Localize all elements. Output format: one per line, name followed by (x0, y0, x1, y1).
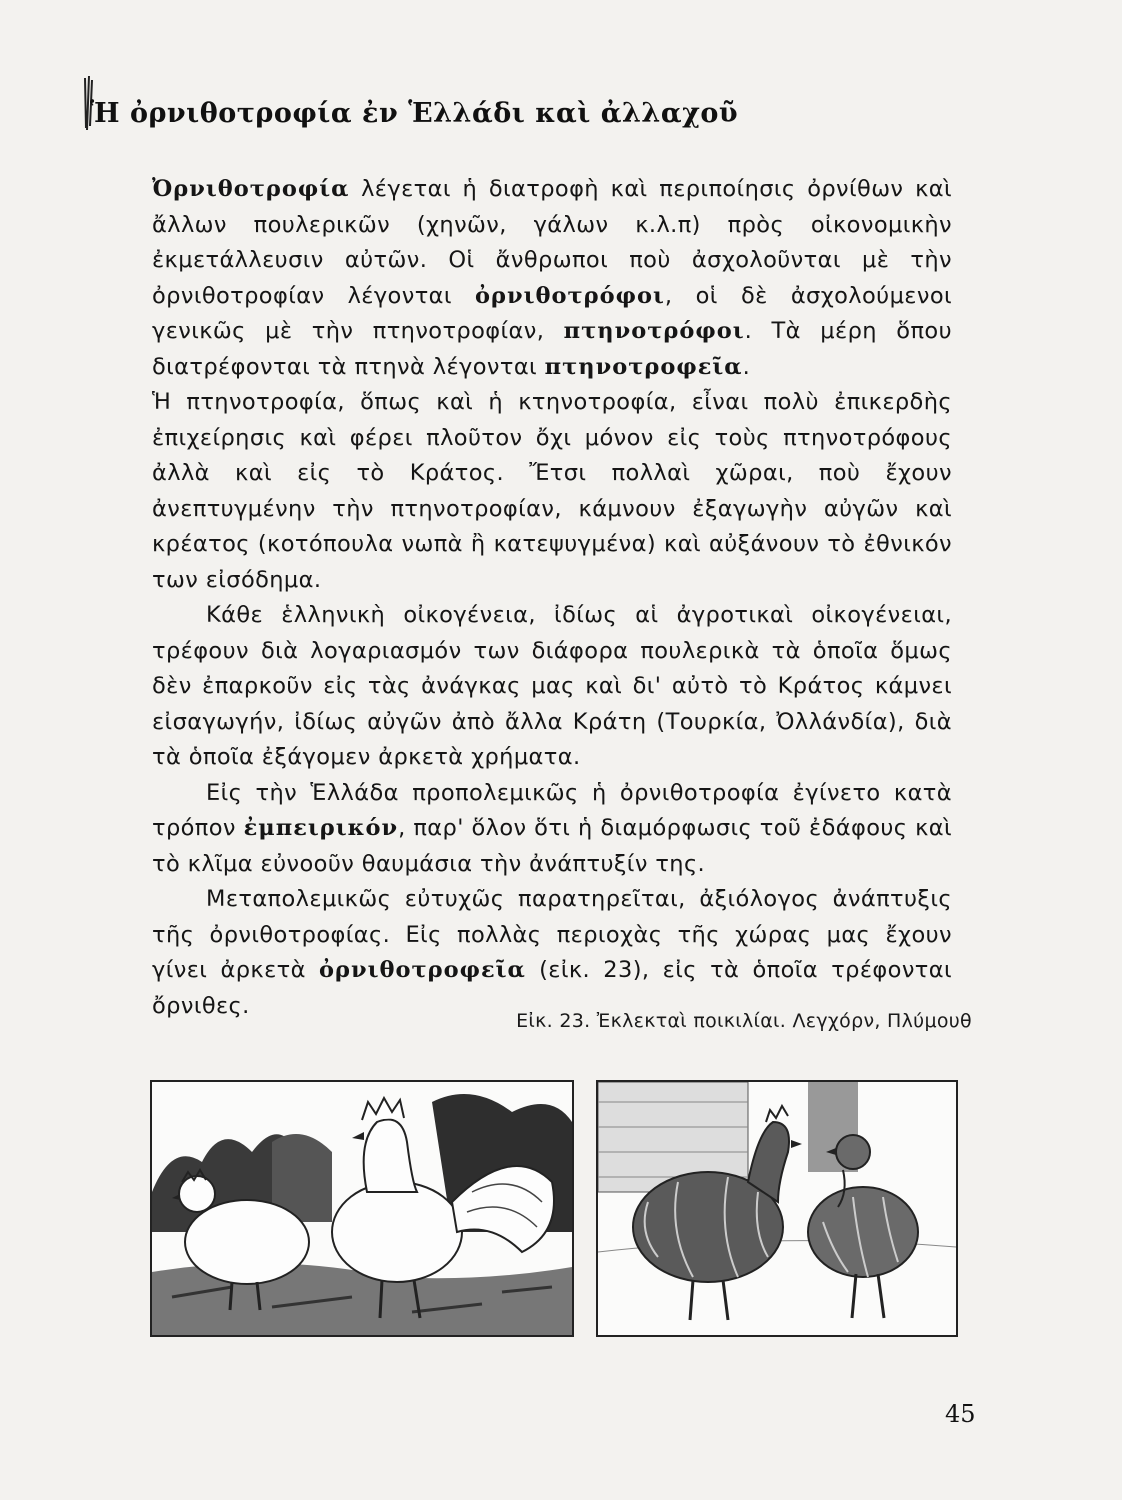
figure-leghorn (150, 1080, 574, 1337)
figure-plymouth (596, 1080, 958, 1337)
paragraph-5: Μεταπολεμικῶς εὐτυχῶς παρατηρεῖται, ἀξιόλογος ἀνάπτυξις τῆς ὀρνιθοτροφίας. Εἰς πολλὰς περιοχὰς τῆς χώρας μας ἔχουν γίνει ἀρκετὰ ὀρνιθοτροφεῖα (εἰκ. 23), εἰς τὰ ὁποῖα τρέφονται ὄρνιθες. (152, 886, 952, 1019)
term-empeirikon: ἐμπειρικόν (243, 815, 399, 841)
body-text (152, 172, 952, 1024)
paragraph-2: Ἡ πτηνοτροφία, ὅπως καὶ ἡ κτηνοτροφία, εἶναι πολὺ ἐπικερδὴς ἐπιχείρησις καὶ φέρει πλοῦτον ὄχι μόνον εἰς τοὺς πτηνοτρόφους ἀλλὰ καὶ εἰς τὸ Κράτος. Ἔτσι πολλαὶ χῶραι, ποὺ ἔχουν ἀνεπτυγμένην τὴν πτηνοτροφίαν, κάμνουν ἐξαγωγὴν αὐγῶν καὶ κρέατος (κοτόπουλα νωπὰ ἢ κατεψυγμένα) καὶ αὐξάνουν τὸ ἐθνικόν των εἰσόδημα. (152, 389, 952, 593)
paragraph-1: Ὀρνιθοτροφία λέγεται ἡ διατροφὴ καὶ περιποίησις ὀρνίθων καὶ ἄλλων πουλερικῶν (χηνῶν, γάλων κ.λ.π) πρὸς οἰκονομικὴν ἐκμετάλλευσιν αὐτῶν. Οἱ ἄνθρωποι ποὺ ἀσχολοῦνται μὲ τὴν ὀρνιθοτροφίαν λέγονται ὀρνιθοτρόφοι, οἱ δὲ ἀσχολούμενοι γενικῶς μὲ τὴν πτηνοτροφίαν, πτηνοτρόφοι. Τὰ μέρη ὅπου διατρέφονται τὰ πτηνὰ λέγονται πτηνοτροφεῖα. (152, 176, 953, 380)
leghorn-illustration (152, 1082, 572, 1335)
term-ornithotropheia: ὀρνιθοτροφεῖα (319, 957, 526, 983)
paragraph-3: Κάθε ἑλληνικὴ οἰκογένεια, ἰδίως αἱ ἀγροτικαὶ οἰκογένειαι, τρέφουν διὰ λογαριασμόν των διάφορα πουλερικὰ τὰ ὁποῖα ὅμως δὲν ἐπαρκοῦν εἰς τὰς ἀνάγκας μας καὶ δι' αὐτὸ τὸ Κράτος κάμνει εἰσαγωγήν, ἰδίως αὐγῶν ἀπὸ ἄλλα Κράτη (Τουρκία, Ὀλλάνδία), διὰ τὰ ὁποῖα ἐξάγομεν ἀρκετὰ χρήματα. (152, 602, 952, 770)
term-ornithotrophoi: ὀρνιθοτρόφοι (475, 282, 665, 309)
page-number: 45 (945, 1400, 976, 1428)
figure-caption: Εἰκ. 23. Ἐκλεκταὶ ποικιλίαι. Λεγχόρν, Πλύμουθ (516, 1010, 972, 1032)
term-ptinotropheia: πτηνοτροφεῖα (544, 353, 743, 380)
paragraph-4: Εἰς τὴν Ἑλλάδα προπολεμικῶς ἡ ὀρνιθοτροφία ἐγίνετο κατὰ τρόπον ἐμπειρικόν, παρ' ὅλον ὅτι ἡ διαμόρφωσις τοῦ ἐδάφους καὶ τὸ κλῖμα εὐνοοῦν θαυμάσια τὴν ἀνάπτυξίν της. (152, 779, 952, 877)
chapter-title: Ἡ ὀρνιθοτροφία ἐν Ἑλλάδι καὶ ἀλλαχοῦ (90, 98, 739, 129)
plymouth-illustration (598, 1082, 956, 1335)
term-ornithotrophia: Ὀρνιθοτροφία (152, 176, 350, 202)
term-ptinotrophoi: πτηνοτρόφοι (563, 318, 745, 344)
